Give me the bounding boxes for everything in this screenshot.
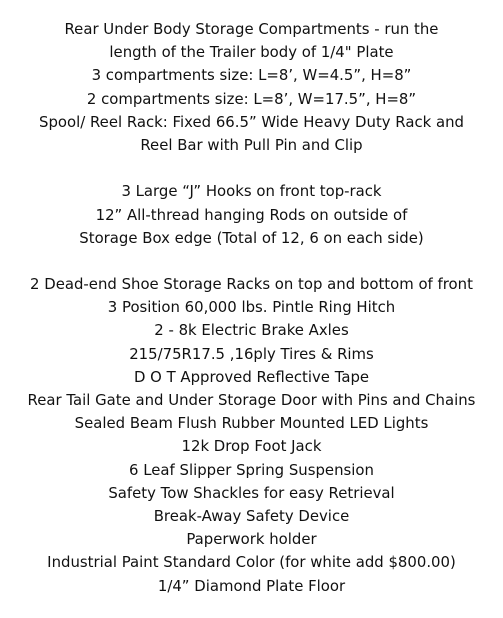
spec-line: Paperwork holder (186, 530, 317, 549)
spec-line: Rear Tail Gate and Under Storage Door with Pins and Chains (27, 391, 476, 409)
spec-line: D O T Approved Reflective Tape (133, 367, 370, 386)
spec-line: 3 Position 60,000 lbs. Pintle Ring Hitch (107, 298, 396, 317)
spec-line: Break-Away Safety Device (153, 506, 350, 525)
storage-section (0, 18, 503, 157)
spec-line: 12” All-thread hanging Rods on outside of (95, 205, 408, 224)
spec-line: 6 Leaf Slipper Spring Suspension (129, 460, 374, 479)
spec-line: 215/75R17.5 ,16ply Tires & Rims (129, 344, 374, 363)
spec-line: 3 Large “J” Hooks on front top-rack (121, 182, 382, 201)
spec-line: 3 compartments size: L=8’, W=4.5”, H=8” (91, 66, 412, 85)
spec-line: Reel Bar with Pull Pin and Clip (140, 135, 363, 154)
spec-line: 2 Dead-end Shoe Storage Racks on top and bottom of front (30, 275, 473, 294)
spec-line: Rear Under Body Storage Compartments - run the (64, 20, 439, 38)
spec-line: 1/4” Diamond Plate Floor (157, 576, 346, 595)
spec-line: Sealed Beam Flush Rubber Mounted LED Lights (74, 414, 429, 433)
features-section (0, 273, 503, 598)
spec-line: 2 - 8k Electric Brake Axles (154, 321, 349, 340)
spec-line: 12k Drop Foot Jack (181, 437, 322, 456)
spec-document (0, 18, 503, 598)
spec-line: Safety Tow Shackles for easy Retrieval (108, 483, 395, 502)
spec-line: Industrial Paint Standard Color (for white add $800.00) (47, 553, 456, 572)
spec-line: length of the Trailer body of 1/4" Plate (109, 43, 394, 62)
spec-line: Storage Box edge (Total of 12, 6 on each side) (79, 228, 424, 247)
spec-line: 2 compartments size: L=8’, W=17.5”, H=8” (86, 89, 417, 108)
section-spacer (0, 250, 503, 273)
spec-line: Spool/ Reel Rack: Fixed 66.5” Wide Heavy Duty Rack and (39, 112, 464, 131)
section-spacer (0, 157, 503, 180)
hooks-section (0, 180, 503, 250)
